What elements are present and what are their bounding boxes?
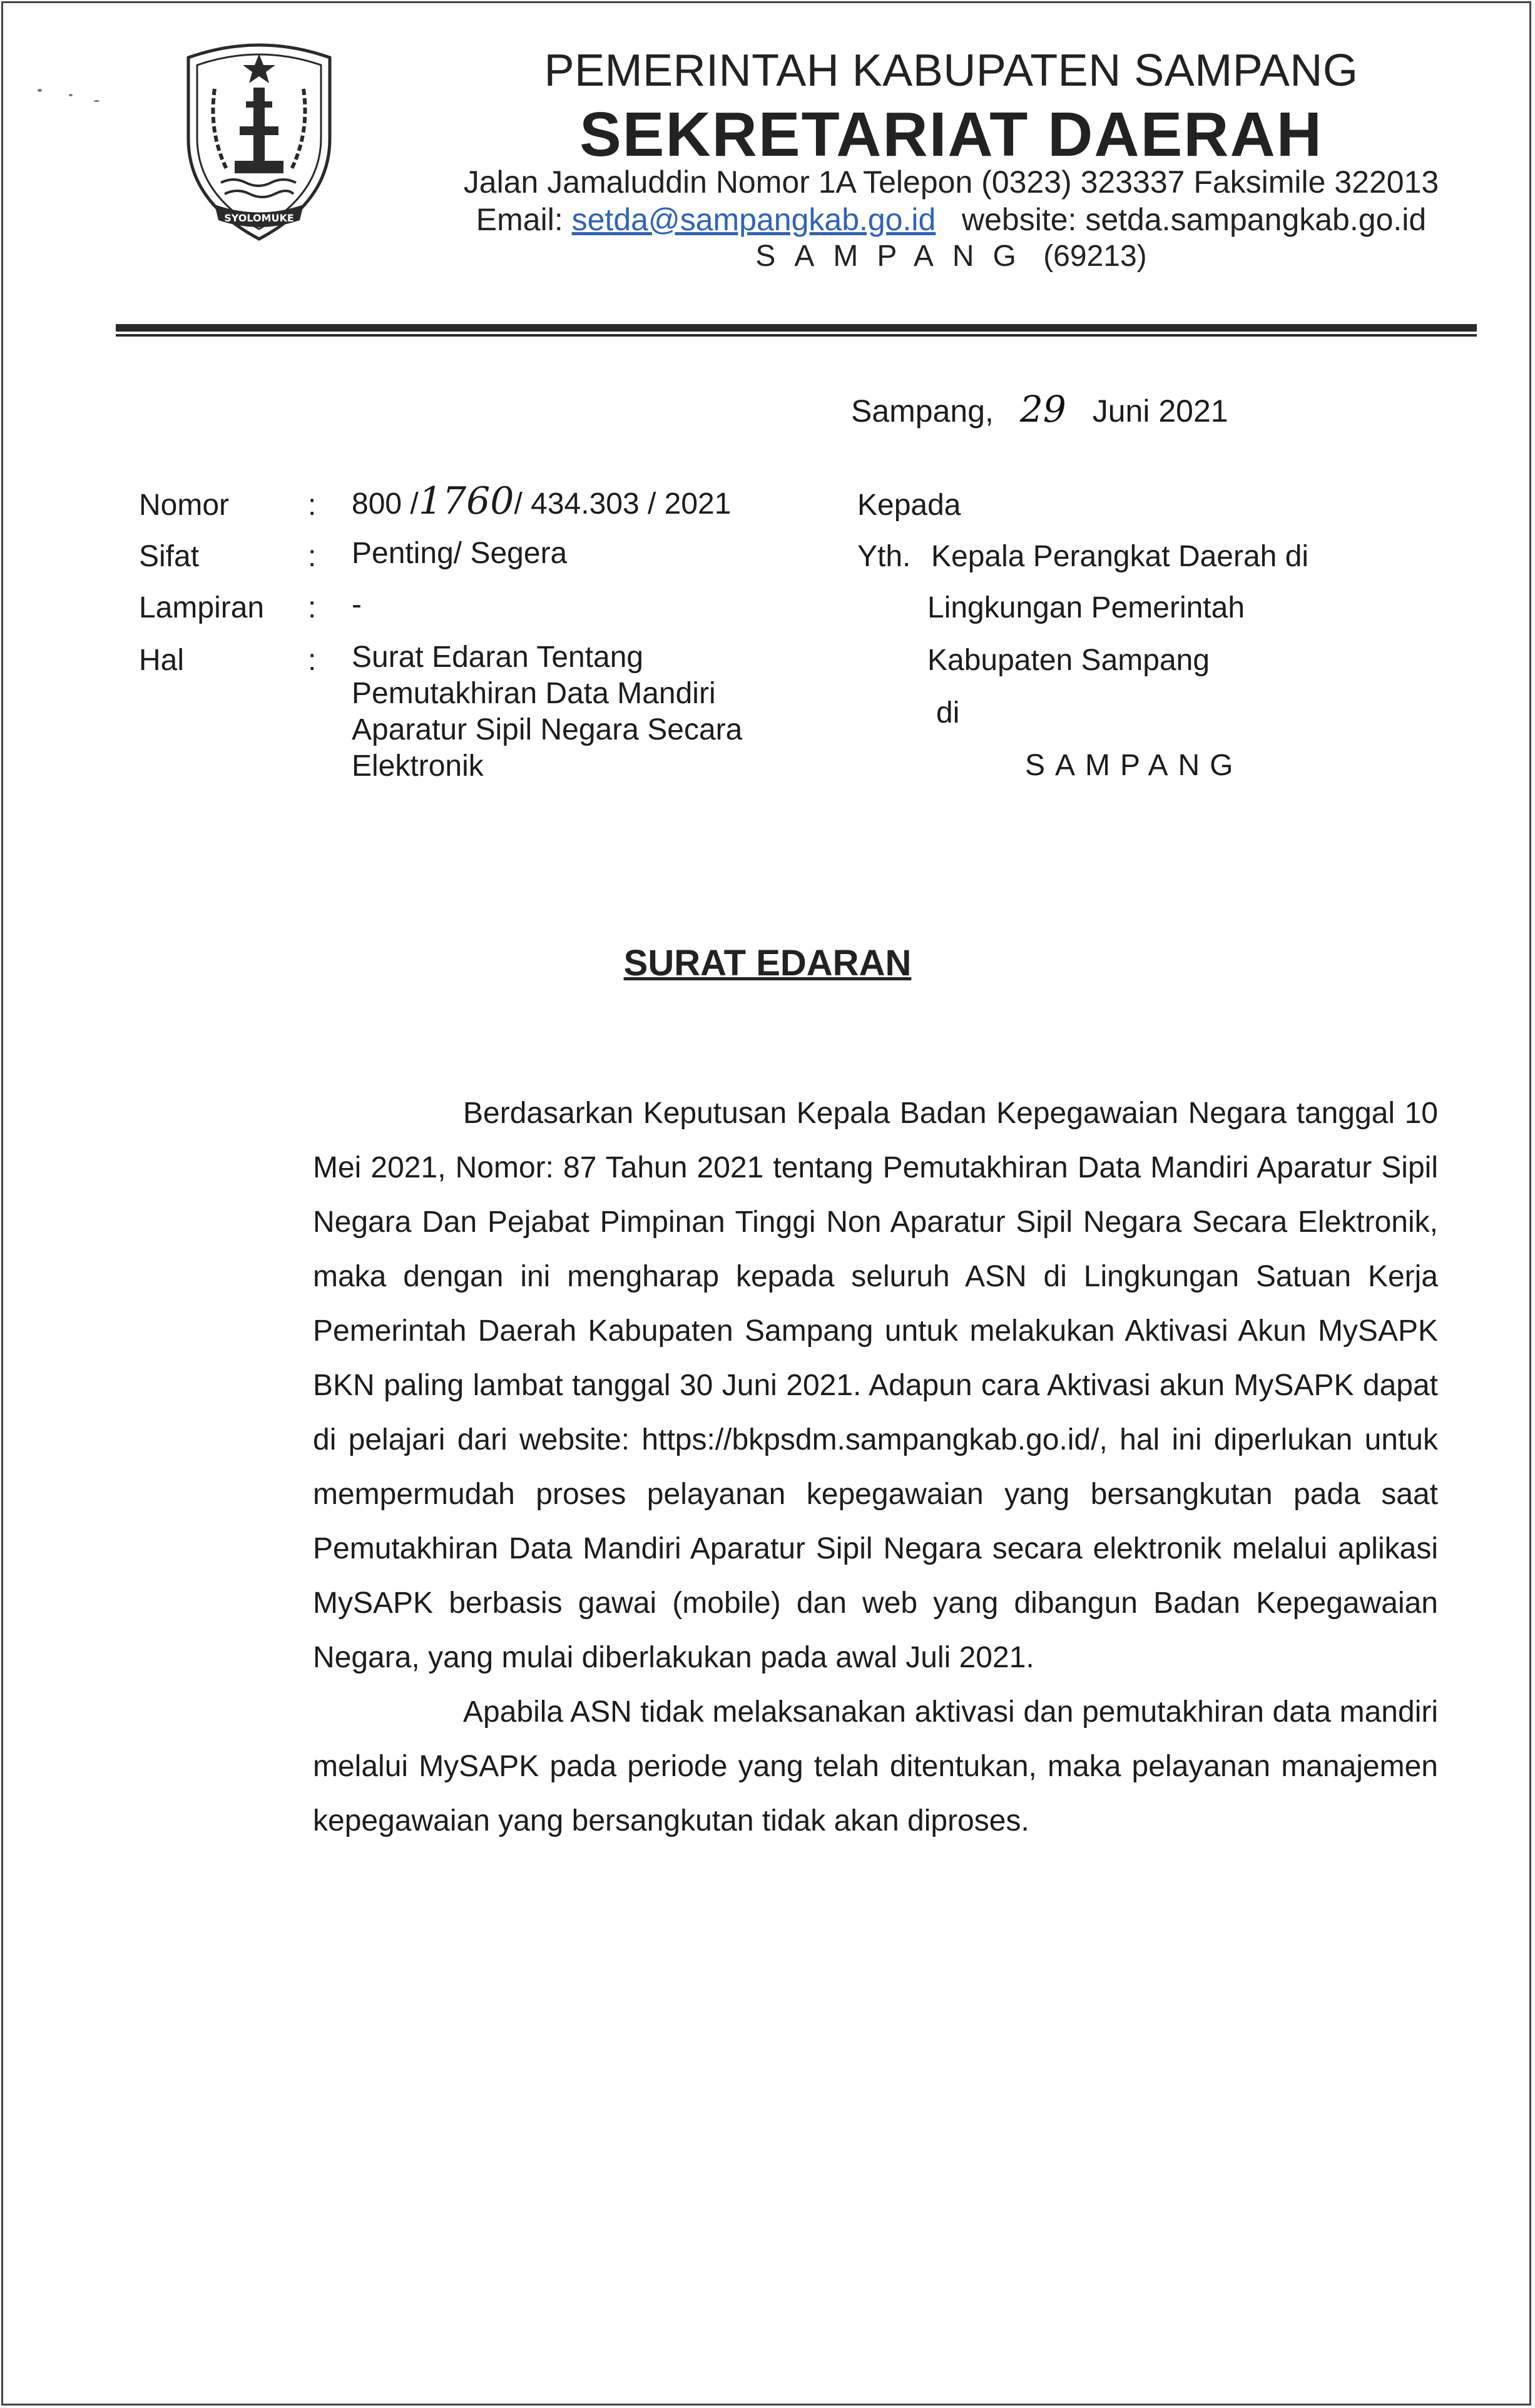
letter-date [851,388,1228,430]
addressee-di: di [936,696,960,729]
seal-motto: SYOLOMUKE [224,212,294,224]
sifat-value: Penting/ Segera [352,537,568,570]
document-title: SURAT EDARAN [623,943,912,983]
hal-line: Surat Edaran Tentang [352,641,644,674]
sifat-label: Sifat [139,540,200,573]
letterhead-contact [313,201,1535,238]
website-text: setda.sampangkab.go.id [1085,202,1427,237]
website-label: website: [962,202,1077,237]
scan-speck [38,89,42,92]
addressee-city: SAMPANG [1025,749,1243,782]
letterhead-rule [116,324,1477,332]
hal-line: Elektronik [352,749,484,783]
addressee-line3: Kabupaten Sampang [927,644,1210,677]
nomor-label: Nomor [139,489,230,522]
lampiran-value: - [352,588,362,621]
city-name: SAMPANG [755,240,1035,273]
nomor-prefix: 800 / [352,487,419,521]
nomor-value [352,479,732,523]
letterhead-government: PEMERINTAH KABUPATEN SAMPANG [544,46,1359,96]
postal-code: (69213) [1043,240,1147,273]
addressee-kepada: Kepada [857,489,961,522]
hal-value [352,639,742,785]
hal-label: Hal [139,644,185,677]
addressee-line1: Kepala Perangkat Daerah di [931,540,1309,573]
email-link[interactable]: setda@sampangkab.go.id [571,202,936,237]
body-paragraph: Apabila ASN tidak melaksanakan aktivasi dan pemutakhiran data mandiri melalui MySAPK pada periode yang telah ditentukan, maka pelayanan manajemen kepegawaian yang bersangkutan tidak akan diproses. [313,1695,1438,1837]
nomor-suffix: / 434.303 / 2021 [514,487,732,521]
nomor-colon: : [308,489,317,522]
sifat-colon: : [308,540,317,573]
date-place: Sampang, [851,394,994,429]
letterhead-office: SEKRETARIAT DAERAH [579,99,1323,170]
hal-line: Pemutakhiran Data Mandiri [352,677,716,710]
body-paragraph: Berdasarkan Keputusan Kepala Badan Kepegawaian Negara tanggal 10 Mei 2021, Nomor: 87 Tahun 2021 tentang Pemutakhiran Data Mandiri Aparatur Sipil Negara Dan Pejabat Pimpinan Tinggi Non Aparatur Sipil Negara Secara Elektronik, maka dengan ini mengharap kepada seluruh ASN di Lingkungan Satuan Kerja Pemerintah Daerah Kabupaten Sampang untuk melakukan Aktivasi Akun MySAPK BKN paling lambat tanggal 30 Juni 2021. Adapun cara Aktivasi akun MySAPK dapat di pelajari dari website: https://bkpsdm.sampangkab.go.id/, hal ini diperlukan untuk mempermudah proses pelayanan kepegawaian yang bersangkutan pada saat Pemutakhiran Data Mandiri Aparatur Sipil Negara secara elektronik melalui aplikasi MySAPK berbasis gawai (mobile) dan web yang dibangun Badan Kepegawaian Negara, yang mulai diberlakukan pada awal Juli 2021. [313,1097,1438,1674]
nomor-handwritten: 1760 [418,479,514,523]
hal-line: Aparatur Sipil Negara Secara [352,713,743,746]
letterhead-city [313,239,1535,273]
addressee-yth: Yth. [857,540,911,573]
email-label: Email: [476,202,563,237]
letterhead-address: Jalan Jamaluddin Nomor 1A Telepon (0323) 323337 Faksimile 322013 [463,165,1439,200]
date-month-year: Juni 2021 [1092,394,1228,429]
addressee-line2: Lingkungan Pemerintah [927,591,1245,624]
lampiran-colon: : [308,591,317,624]
scan-speck [69,94,73,96]
hal-colon: : [308,644,317,677]
scan-speck [94,100,99,102]
lampiran-label: Lampiran [139,591,265,624]
date-day-handwritten: 29 [1019,388,1066,430]
letterhead-rule-thin [116,334,1477,337]
letter-body [313,1086,1438,1848]
